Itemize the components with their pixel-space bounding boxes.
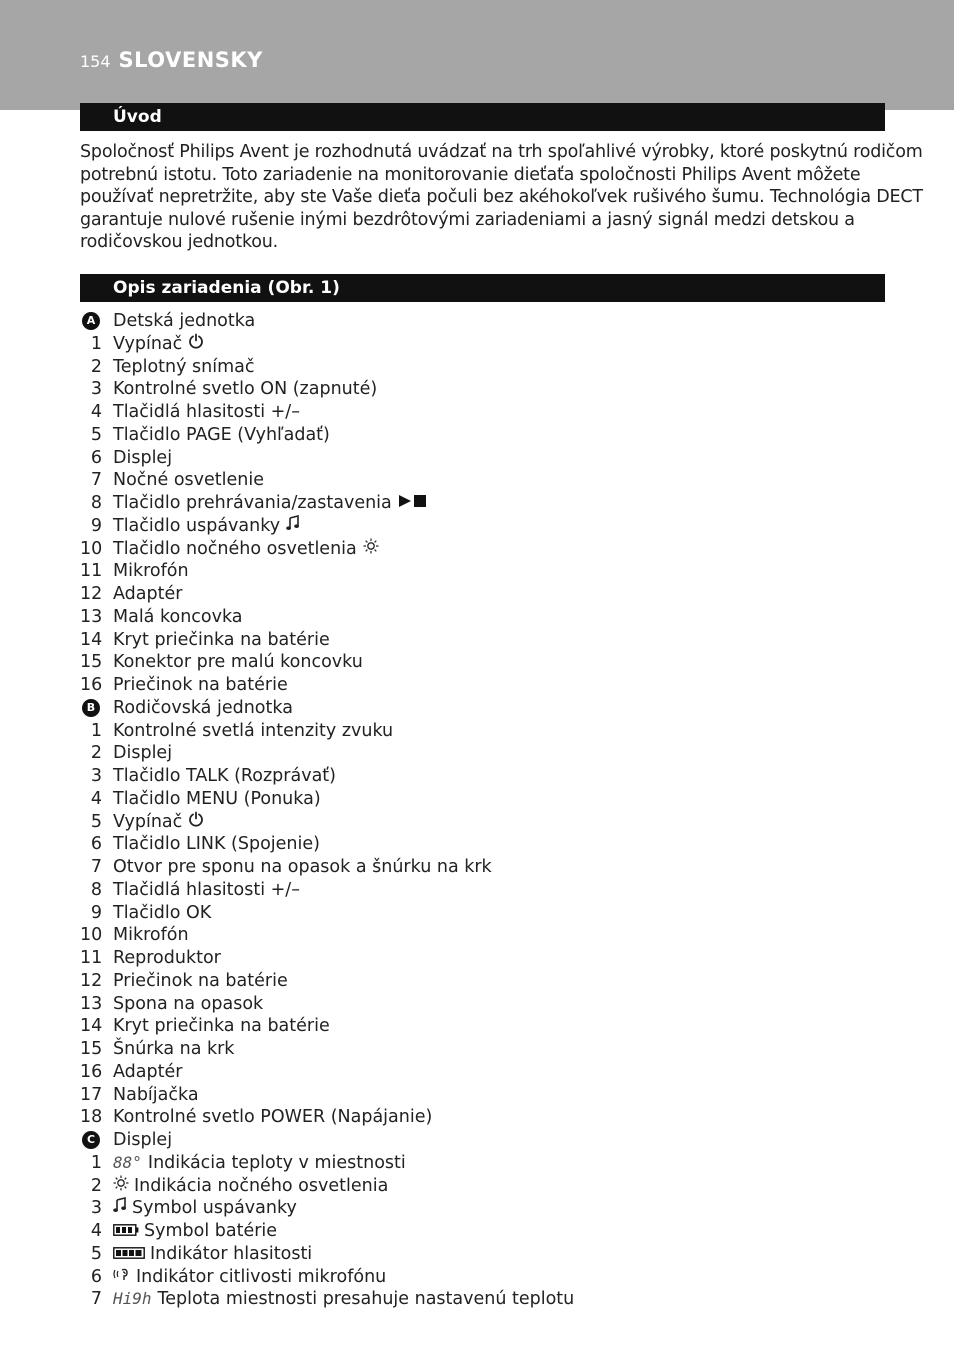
item-text: Teplota miestnosti presahuje nastavenú teplotu xyxy=(157,1289,575,1310)
list-item xyxy=(80,1197,885,1220)
item-number: 4 xyxy=(90,402,102,422)
item-text: Tlačidlá hlasitosti +/– xyxy=(113,879,300,900)
item-label xyxy=(113,583,182,606)
item-text: Priečinok na batérie xyxy=(113,970,288,991)
list-item xyxy=(80,583,885,606)
item-label xyxy=(113,1266,386,1289)
intro-line: Spoločnosť Philips Avent je rozhodnutá uvádzať na trh spoľahlivé výrobky, ktoré poskytnú rodičom xyxy=(80,142,923,162)
item-text: Otvor pre sponu na opasok a šnúrku na krk xyxy=(113,857,492,877)
item-label xyxy=(113,1106,432,1129)
item-label xyxy=(113,1220,277,1243)
item-number: 10 xyxy=(80,538,103,559)
item-label xyxy=(113,1061,182,1084)
item-text: Mikrofón xyxy=(113,925,189,946)
item-text: Indikátor citlivosti mikrofónu xyxy=(136,1266,387,1287)
item-text: Indikátor hlasitosti xyxy=(150,1243,313,1264)
item-label xyxy=(113,924,189,947)
item-text: Spona na opasok xyxy=(113,993,264,1014)
item-label xyxy=(113,765,336,788)
list-item xyxy=(80,856,885,879)
item-number: 16 xyxy=(80,1061,103,1082)
item-label xyxy=(113,742,172,765)
item-number: 8 xyxy=(90,493,102,513)
item-text: Detská jednotka xyxy=(113,311,256,331)
item-number: 16 xyxy=(80,675,103,695)
list-item xyxy=(80,1175,885,1198)
intro-line: potrebnú istotu. Toto zariadenie na monitorovanie dieťaťa spoločnosti Philips Avent môžete xyxy=(80,164,861,185)
item-label xyxy=(113,720,393,743)
item-number: 11 xyxy=(80,948,103,968)
item-number: 2 xyxy=(90,743,102,764)
list-item xyxy=(80,924,885,947)
list-item xyxy=(80,947,885,970)
volume-bar-icon xyxy=(113,1243,145,1266)
item-number: 9 xyxy=(90,902,102,923)
item-label xyxy=(113,1084,199,1107)
item-text: Kryt priečinka na batérie xyxy=(113,629,330,650)
list-item xyxy=(80,492,885,515)
item-label xyxy=(113,1175,388,1198)
lcd-readout: Hi9h xyxy=(113,1289,152,1309)
item-text: Tlačidlo TALK (Rozprávať) xyxy=(113,766,336,786)
item-text: Rodičovská jednotka xyxy=(113,697,293,718)
list-item xyxy=(80,1015,885,1038)
lcd-readout: 88° xyxy=(113,1152,142,1172)
power-icon xyxy=(188,811,204,834)
item-label xyxy=(113,1038,234,1061)
item-text: Priečinok na batérie xyxy=(113,675,288,695)
item-text: Tlačidlo uspávanky xyxy=(113,515,281,536)
page-number: 154 xyxy=(80,52,111,71)
item-text: Indikácia teploty v miestnosti xyxy=(147,1152,406,1173)
section-heading-description: Opis zariadenia (Obr. 1) xyxy=(80,274,885,302)
item-number: 5 xyxy=(90,1243,102,1264)
item-label xyxy=(113,697,293,720)
item-number: 3 xyxy=(90,766,102,786)
list-item xyxy=(80,879,885,902)
item-number: 17 xyxy=(80,1084,103,1105)
music-note-icon xyxy=(113,1197,127,1220)
list-item xyxy=(80,310,885,333)
item-number: 5 xyxy=(90,811,102,832)
item-number: 1 xyxy=(90,333,102,354)
music-note-icon xyxy=(286,515,300,538)
item-number: 11 xyxy=(80,561,103,582)
list-item xyxy=(80,970,885,993)
item-label xyxy=(113,469,264,492)
item-label xyxy=(113,515,300,538)
list-item xyxy=(80,469,885,492)
item-text: Vypínač xyxy=(113,811,183,832)
item-label xyxy=(113,1243,312,1266)
item-label xyxy=(113,811,204,834)
list-item xyxy=(80,356,885,379)
item-label xyxy=(113,788,321,811)
list-item xyxy=(80,1288,885,1311)
sun-icon xyxy=(363,538,379,561)
item-label xyxy=(113,970,288,993)
item-text: Nočné osvetlenie xyxy=(113,470,264,491)
item-number: 9 xyxy=(90,515,102,536)
item-number: 14 xyxy=(80,629,103,650)
list-item xyxy=(80,1152,885,1175)
item-number: 7 xyxy=(90,470,102,491)
item-number: 14 xyxy=(80,1016,103,1037)
item-number: 3 xyxy=(90,379,102,400)
item-number: 2 xyxy=(90,356,102,377)
intro-line: používať nepretržite, aby ste Vaše dieťa počuli bez akéhokoľvek rušivého šumu. Technológia DECT xyxy=(80,187,923,208)
item-label xyxy=(113,378,377,401)
parts-list xyxy=(80,310,885,1311)
item-label xyxy=(113,1129,172,1152)
item-text: Displej xyxy=(113,447,173,468)
item-number: 6 xyxy=(90,1266,102,1287)
item-text: Symbol batérie xyxy=(144,1221,278,1241)
section-heading-intro: Úvod xyxy=(80,103,885,131)
item-text: Reproduktor xyxy=(113,948,221,968)
list-item xyxy=(80,1129,885,1152)
item-label xyxy=(113,629,330,652)
item-text: Šnúrka na krk xyxy=(113,1039,235,1059)
power-icon xyxy=(188,333,204,356)
list-item xyxy=(80,720,885,743)
item-number: 10 xyxy=(80,925,103,946)
list-item xyxy=(80,1220,885,1243)
item-number: 6 xyxy=(90,834,102,855)
item-number: 6 xyxy=(90,447,102,468)
item-label xyxy=(113,833,320,856)
item-text: Kontrolné svetlá intenzity zvuku xyxy=(113,720,394,741)
item-number: 1 xyxy=(90,1152,102,1173)
section-letter-badge: A xyxy=(82,312,100,330)
item-text: Displej xyxy=(113,743,173,764)
item-label xyxy=(113,333,204,356)
list-item xyxy=(80,902,885,925)
section-letter-badge: C xyxy=(82,1131,100,1149)
item-label xyxy=(113,1152,406,1175)
item-label xyxy=(113,674,288,697)
list-item xyxy=(80,993,885,1016)
list-item xyxy=(80,333,885,356)
item-text: Teplotný snímač xyxy=(113,356,255,377)
item-text: Tlačidlo OK xyxy=(113,902,212,923)
item-label xyxy=(113,560,189,583)
item-text: Mikrofón xyxy=(113,561,189,582)
list-item xyxy=(80,447,885,470)
item-text: Tlačidlo MENU (Ponuka) xyxy=(113,788,321,809)
item-number: 12 xyxy=(80,970,103,991)
item-text: Indikácia nočného osvetlenia xyxy=(134,1175,389,1196)
item-label xyxy=(113,651,363,674)
item-text: Tlačidlá hlasitosti +/– xyxy=(113,402,300,422)
list-item xyxy=(80,833,885,856)
item-text: Adaptér xyxy=(113,584,183,604)
item-number: 2 xyxy=(90,1175,102,1196)
item-text: Tlačidlo PAGE (Vyhľadať) xyxy=(113,424,330,445)
item-text: Kryt priečinka na batérie xyxy=(113,1016,330,1037)
item-text: Malá koncovka xyxy=(113,606,243,627)
item-label xyxy=(113,1015,330,1038)
section-letter-badge: B xyxy=(82,699,100,717)
item-number: 7 xyxy=(90,1289,102,1310)
list-item xyxy=(80,606,885,629)
item-text: Tlačidlo nočného osvetlenia xyxy=(113,538,357,559)
list-item xyxy=(80,651,885,674)
list-item xyxy=(80,1266,885,1289)
item-number: 1 xyxy=(90,720,102,741)
item-label xyxy=(113,1288,574,1311)
intro-line: garantuje nulové rušenie inými bezdrôtovými zariadeniami a jasný signál medzi detskou a xyxy=(80,209,855,230)
list-item xyxy=(80,1106,885,1129)
battery-icon xyxy=(113,1220,139,1243)
sun-icon xyxy=(113,1175,129,1198)
item-label xyxy=(113,993,263,1016)
item-text: Displej xyxy=(113,1130,173,1150)
list-item xyxy=(80,401,885,424)
item-number: 15 xyxy=(80,1039,103,1059)
intro-line: rodičovskou jednotkou. xyxy=(80,232,279,253)
item-text: Symbol uspávanky xyxy=(132,1198,297,1219)
item-label xyxy=(113,356,255,379)
item-label xyxy=(113,606,243,629)
item-text: Konektor pre malú koncovku xyxy=(113,652,363,673)
intro-paragraph xyxy=(80,141,923,254)
item-label xyxy=(113,856,492,879)
list-item xyxy=(80,1243,885,1266)
list-item xyxy=(80,1061,885,1084)
item-number: 15 xyxy=(80,652,103,673)
item-text: Vypínač xyxy=(113,333,183,354)
item-number: 4 xyxy=(90,788,102,809)
list-item xyxy=(80,697,885,720)
list-item xyxy=(80,674,885,697)
item-label xyxy=(113,902,211,925)
list-item xyxy=(80,765,885,788)
item-number: 18 xyxy=(80,1107,103,1128)
item-text: Adaptér xyxy=(113,1061,183,1082)
list-item xyxy=(80,788,885,811)
mic-sensitivity-icon xyxy=(113,1266,131,1289)
item-label xyxy=(113,879,300,902)
item-text: Kontrolné svetlo ON (zapnuté) xyxy=(113,379,378,400)
page-header xyxy=(80,48,263,74)
list-item xyxy=(80,515,885,538)
item-number: 13 xyxy=(80,606,103,627)
item-number: 7 xyxy=(90,857,102,877)
list-item xyxy=(80,378,885,401)
page-language: SLOVENSKY xyxy=(118,48,263,72)
list-item xyxy=(80,560,885,583)
list-item xyxy=(80,1038,885,1061)
item-label xyxy=(113,424,330,447)
item-label xyxy=(113,401,300,424)
item-label xyxy=(113,492,428,515)
item-label xyxy=(113,1197,297,1220)
item-text: Tlačidlo prehrávania/zastavenia xyxy=(113,493,392,513)
item-label xyxy=(113,538,379,561)
list-item xyxy=(80,629,885,652)
list-item xyxy=(80,811,885,834)
item-number: 8 xyxy=(90,879,102,900)
list-item xyxy=(80,538,885,561)
list-item xyxy=(80,424,885,447)
play-stop-icon xyxy=(398,492,428,515)
item-label xyxy=(113,310,255,333)
item-text: Kontrolné svetlo POWER (Napájanie) xyxy=(113,1107,433,1128)
list-item xyxy=(80,1084,885,1107)
item-number: 13 xyxy=(80,993,103,1014)
list-item xyxy=(80,742,885,765)
item-label xyxy=(113,947,221,970)
item-number: 3 xyxy=(90,1198,102,1219)
item-text: Nabíjačka xyxy=(113,1084,199,1105)
item-number: 5 xyxy=(90,424,102,445)
item-label xyxy=(113,447,172,470)
item-number: 4 xyxy=(90,1221,102,1241)
item-text: Tlačidlo LINK (Spojenie) xyxy=(113,834,320,855)
item-number: 12 xyxy=(80,584,103,604)
